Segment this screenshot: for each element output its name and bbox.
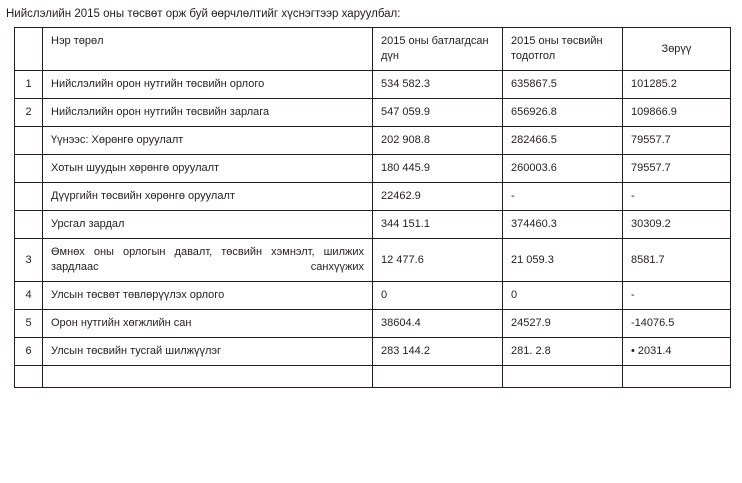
row-index: [15, 183, 43, 211]
row-approved: 0: [373, 282, 503, 310]
row-adjusted: 0: [503, 282, 623, 310]
header-index: [15, 28, 43, 71]
table-row: [15, 183, 731, 211]
row-adjusted: 656926.8: [503, 99, 623, 127]
table-row: [15, 282, 731, 310]
row-name: Улсын төсвөт төвлөрүүлэх орлого: [43, 282, 373, 310]
row-difference: • 2031.4: [623, 338, 731, 366]
row-difference: -14076.5: [623, 310, 731, 338]
row-name: Нийслэлийн орон нутгийн төсвийн зарлага: [43, 99, 373, 127]
row-name: Урсгал зардал: [43, 211, 373, 239]
row-adjusted: 260003.6: [503, 155, 623, 183]
intro-paragraph: Нийслэлийн 2015 оны төсвөт орж буй өөрчлөлтийг хүснэгтээр харуулбал:: [6, 8, 401, 20]
row-approved: 344 151.1: [373, 211, 503, 239]
row-difference: 79557.7: [623, 127, 731, 155]
table-row: [15, 155, 731, 183]
header-name: Нэр төрөл: [43, 28, 373, 71]
row-index: [15, 127, 43, 155]
row-adjusted: 21 059.3: [503, 239, 623, 282]
row-difference: 8581.7: [623, 239, 731, 282]
row-approved: 22462.9: [373, 183, 503, 211]
row-approved: 283 144.2: [373, 338, 503, 366]
row-adjusted: 374460.3: [503, 211, 623, 239]
row-adjusted: 635867.5: [503, 71, 623, 99]
row-difference: 109866.9: [623, 99, 731, 127]
header-adjusted: 2015 оны төсвийн тодотгол: [503, 28, 623, 71]
row-index: 3: [15, 239, 43, 282]
table-row: [15, 211, 731, 239]
row-index: 6: [15, 338, 43, 366]
row-approved: 180 445.9: [373, 155, 503, 183]
row-index: 2: [15, 99, 43, 127]
row-name: Үүнээс: Хөрөнгө оруулалт: [43, 127, 373, 155]
row-approved: 12 477.6: [373, 239, 503, 282]
row-index: 5: [15, 310, 43, 338]
row-adjusted: 24527.9: [503, 310, 623, 338]
table-row: [15, 127, 731, 155]
table-row: [15, 99, 731, 127]
budget-table: [14, 27, 731, 388]
row-name: Орон нутгийн хөгжлийн сан: [43, 310, 373, 338]
row-index-empty: [15, 366, 43, 388]
table-header-row: [15, 28, 731, 71]
row-name: Нийслэлийн орон нутгийн төсвийн орлого: [43, 71, 373, 99]
row-index: 4: [15, 282, 43, 310]
row-index: 1: [15, 71, 43, 99]
row-name: Өмнөх оны орлогын давалт, төсвийн хэмнэлт, шилжих зардлаас санхүүжих: [43, 239, 373, 282]
row-difference: -: [623, 183, 731, 211]
row-adjusted: -: [503, 183, 623, 211]
table-row: [15, 71, 731, 99]
row-approved: 38604.4: [373, 310, 503, 338]
row-approved: 202 908.8: [373, 127, 503, 155]
row-index: [15, 155, 43, 183]
row-difference: 79557.7: [623, 155, 731, 183]
row-name: Дүүргийн төсвийн хөрөнгө оруулалт: [43, 183, 373, 211]
row-difference-empty: [623, 366, 731, 388]
row-adjusted-empty: [503, 366, 623, 388]
table-row: [15, 338, 731, 366]
row-approved: 534 582.3: [373, 71, 503, 99]
row-difference: 30309.2: [623, 211, 731, 239]
row-difference: -: [623, 282, 731, 310]
row-approved-empty: [373, 366, 503, 388]
row-name-empty: [43, 366, 373, 388]
row-approved: 547 059.9: [373, 99, 503, 127]
header-approved: 2015 оны батлагдсан дүн: [373, 28, 503, 71]
row-name: Улсын төсвийн тусгай шилжүүлэг: [43, 338, 373, 366]
table-row: [15, 310, 731, 338]
table-row-empty: [15, 366, 731, 388]
table-row: [15, 239, 731, 282]
row-name: Хотын шуудын хөрөнгө оруулалт: [43, 155, 373, 183]
header-difference: Зөрүү: [623, 28, 731, 71]
row-difference: 101285.2: [623, 71, 731, 99]
row-adjusted: 281. 2.8: [503, 338, 623, 366]
row-adjusted: 282466.5: [503, 127, 623, 155]
row-index: [15, 211, 43, 239]
